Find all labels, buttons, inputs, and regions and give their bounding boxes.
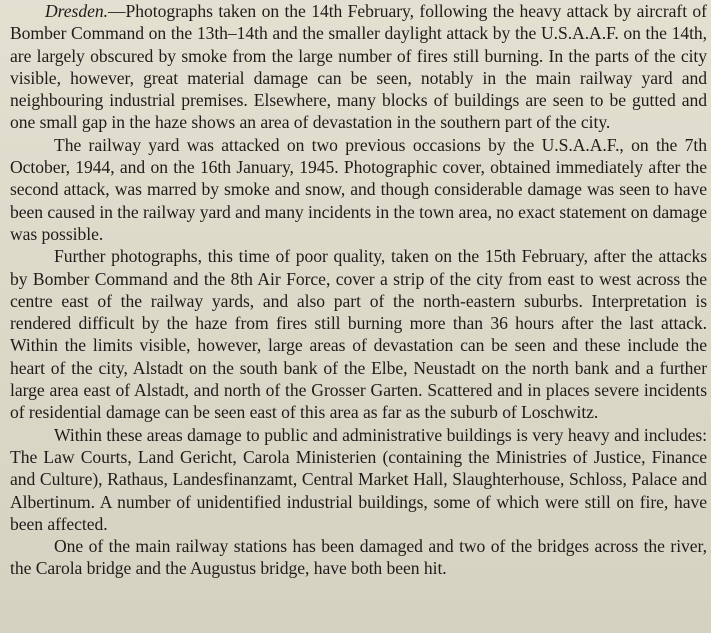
paragraph-3-text: Further photographs, this time of poor quality, taken on the 15th February, after the attacks by Bomber Command and the 8th Air Force, cover a strip of the city from east to west across the centre east of the railway yards, and also part of the north-eastern suburbs. Interpretation is rendered difficult by the haze from fires still burning more than 36 hours after the last attack. Within the limits visible, however, large areas of devastation can be seen and these include the heart of the city, Alstadt on the south bank of the Elbe, Neustadt on the north bank and a further large area east of Alstadt, and north of the Grosser Garten. Scattered and in places severe incidents of residential damage can be seen east of this area as far as the suburb of Loschwitz. (10, 246, 707, 423)
paragraph-further-photographs (10, 245, 707, 423)
paragraph-5-text: One of the main railway stations has been damaged and two of the bridges across the river, the Carola bridge and the Augustus bridge, have both been hit. (10, 536, 707, 579)
dresden-heading: Dresden. (45, 1, 108, 21)
paragraph-4-text: Within these areas damage to public and administrative buildings is very heavy and includes: The Law Courts, Land Gericht, Carola Ministerien (containing the Ministries of Justice, Finance and Culture), Rathaus, Landesfinanzamt, Central Market Hall, Slaughterhouse, Schloss, Palace and Albertinum. A number of unidentified industrial buildings, some of which were still on fire, have been affected. (10, 424, 707, 534)
paragraph-railway-yard (10, 134, 707, 245)
paragraph-2-text: The railway yard was attacked on two previous occasions by the U.S.A.A.F., on the 7th October, 1944, and on the 16th January, 1945. Photographic cover, obtained immediately after the second attack, was marred by smoke and snow, and though considerable damage was seen to have been caused in the railway yard and many incidents in the town area, no exact statement on damage was possible. (10, 134, 707, 244)
paragraph-public-buildings-damage (10, 424, 707, 535)
paragraph-stations-and-bridges (10, 535, 707, 580)
paragraph-dresden-summary (10, 0, 707, 134)
paragraph-1-text: —Photographs taken on the 14th February, following the heavy attack by aircraft of Bomber Command on the 13th–14th and the smaller daylight attack by the U.S.A.A.F. on the 14th, are largely obscured by smoke from the large number of fires still burning. In the parts of the city visible, however, great material damage can be seen, notably in the main railway yard and neighbouring industrial premises. Elsewhere, many blocks of buildings are seen to be gutted and one small gap in the haze shows an area of devastation in the southern part of the city. (10, 1, 707, 133)
